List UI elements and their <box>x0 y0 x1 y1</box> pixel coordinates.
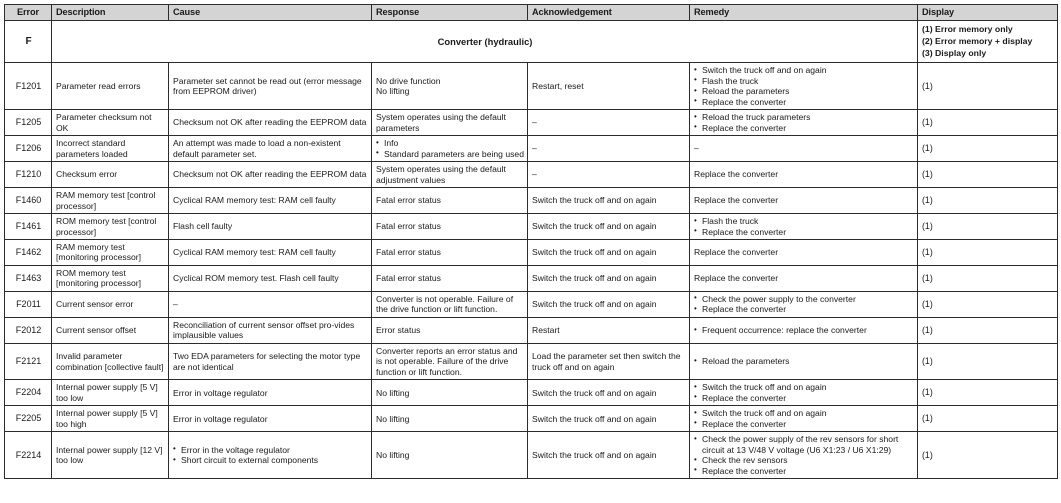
remedy-bullet-list <box>694 65 914 107</box>
remedy-bullet-item: • Frequent occurrence: replace the converter <box>694 325 914 335</box>
display-legend <box>918 21 1058 63</box>
remedy-cell <box>690 380 918 406</box>
remedy-cell <box>690 214 918 240</box>
description-cell <box>52 136 169 162</box>
cause-cell <box>169 240 372 266</box>
cause-cell <box>169 136 372 162</box>
cause-cell <box>169 265 372 291</box>
remedy-cell <box>690 162 918 188</box>
column-header-remedy: Remedy <box>690 5 918 21</box>
remedy-cell <box>690 317 918 343</box>
acknowledgement-line: Switch the truck off and on again <box>532 413 657 424</box>
response-cell <box>372 63 528 110</box>
cause-cell <box>169 343 372 379</box>
cause-line: Cyclical RAM memory test: RAM cell faulty <box>173 247 336 258</box>
response-cell <box>372 110 528 136</box>
remedy-line: Replace the converter <box>694 169 779 180</box>
acknowledgement-cell <box>528 317 690 343</box>
acknowledgement-line: Switch the truck off and on again <box>532 299 657 310</box>
description-cell <box>52 162 169 188</box>
display-cell: (1) <box>918 240 1058 266</box>
acknowledgement-cell <box>528 265 690 291</box>
description-cell <box>52 317 169 343</box>
cause-cell <box>169 63 372 110</box>
table-body <box>5 21 1058 479</box>
display-cell: (1) <box>918 380 1058 406</box>
remedy-bullet-list <box>694 216 914 237</box>
remedy-bullet-list <box>694 112 914 133</box>
response-line: Fatal error status <box>376 221 441 232</box>
table-row <box>5 240 1058 266</box>
acknowledgement-cell <box>528 136 690 162</box>
display-cell: (1) <box>918 188 1058 214</box>
response-cell <box>372 432 528 479</box>
display-cell: (1) <box>918 162 1058 188</box>
cause-line: Error in voltage regulator <box>173 387 268 398</box>
display-cell: (1) <box>918 63 1058 110</box>
acknowledgement-cell <box>528 291 690 317</box>
remedy-bullet-item: • Replace the converter <box>694 227 914 237</box>
response-line: No lifting <box>376 413 410 424</box>
column-header-display: Display <box>918 5 1058 21</box>
acknowledgement-cell <box>528 406 690 432</box>
display-cell: (1) <box>918 214 1058 240</box>
table-row <box>5 432 1058 479</box>
cause-cell <box>169 291 372 317</box>
response-bullet-item: • Info <box>376 138 524 148</box>
remedy-cell <box>690 110 918 136</box>
acknowledgement-cell <box>528 343 690 379</box>
response-line: Converter is not operable. Failure of the drive function or lift function. <box>376 293 514 315</box>
cause-line: Two EDA parameters for selecting the motor type are not identical <box>173 351 361 372</box>
response-bullet-list <box>376 138 524 159</box>
remedy-bullet-item: • Replace the converter <box>694 393 914 403</box>
description-line: Checksum error <box>56 169 118 180</box>
remedy-bullet-item: • Switch the truck off and on again <box>694 408 914 418</box>
acknowledgement-line: Switch the truck off and on again <box>532 449 657 460</box>
cause-cell <box>169 406 372 432</box>
description-line: Internal power supply [5 V] too high <box>56 408 158 429</box>
acknowledgement-cell <box>528 380 690 406</box>
response-cell <box>372 240 528 266</box>
table-row <box>5 343 1058 379</box>
cause-line: Checksum not OK after reading the EEPROM data <box>173 169 367 180</box>
remedy-cell <box>690 188 918 214</box>
remedy-line: Replace the converter <box>694 273 779 284</box>
display-cell: (1) <box>918 136 1058 162</box>
response-line: System operates using the default parameters <box>376 112 506 133</box>
acknowledgement-cell <box>528 110 690 136</box>
acknowledgement-cell <box>528 63 690 110</box>
remedy-bullet-item: • Replace the converter <box>694 97 914 107</box>
error-code-cell: F2011 <box>5 291 52 317</box>
remedy-bullet-item: • Switch the truck off and on again <box>694 65 914 75</box>
table-row <box>5 136 1058 162</box>
cause-bullet-list <box>173 445 368 466</box>
remedy-cell <box>690 240 918 266</box>
remedy-bullet-list <box>694 434 914 476</box>
cause-line: Cyclical RAM memory test: RAM cell faulty <box>173 195 336 206</box>
response-cell <box>372 406 528 432</box>
acknowledgement-cell <box>528 162 690 188</box>
response-line: No lifting <box>376 387 410 398</box>
remedy-bullet-list <box>694 356 914 366</box>
response-line: No drive function <box>376 75 441 86</box>
acknowledgement-line: Switch the truck off and on again <box>532 221 657 232</box>
description-cell <box>52 432 169 479</box>
description-cell <box>52 265 169 291</box>
display-cell: (1) <box>918 110 1058 136</box>
remedy-bullet-item: • Check the power supply of the rev sensors for short circuit at 13 V/48 V voltage (U6 X1:23 / U6 X1:29) <box>694 434 914 455</box>
column-header-error: Error <box>5 5 52 21</box>
error-code-cell: F1206 <box>5 136 52 162</box>
cause-cell <box>169 214 372 240</box>
table-row <box>5 188 1058 214</box>
cause-cell <box>169 380 372 406</box>
description-cell <box>52 343 169 379</box>
cause-line: Flash cell faulty <box>173 221 233 232</box>
remedy-bullet-item: • Reload the parameters <box>694 86 914 96</box>
header-row <box>5 5 1058 21</box>
acknowledgement-line: Restart <box>532 325 560 336</box>
cause-bullet-item: • Short circuit to external components <box>173 455 368 465</box>
description-line: Current sensor error <box>56 299 134 310</box>
response-cell <box>372 136 528 162</box>
description-line: ROM memory test [monitoring processor] <box>56 267 142 289</box>
acknowledgement-line: Switch the truck off and on again <box>532 387 657 398</box>
response-line: System operates using the default adjustment values <box>376 164 506 185</box>
error-code-cell: F1462 <box>5 240 52 266</box>
remedy-bullet-item: • Flash the truck <box>694 76 914 86</box>
description-cell <box>52 291 169 317</box>
table-row <box>5 265 1058 291</box>
response-bullet-item: • Standard parameters are being used <box>376 149 524 159</box>
cause-bullet-item: • Error in the voltage regulator <box>173 445 368 455</box>
table-row <box>5 63 1058 110</box>
response-line: Fatal error status <box>376 273 441 284</box>
remedy-bullet-item: • Replace the converter <box>694 304 914 314</box>
table-row <box>5 162 1058 188</box>
cause-cell <box>169 317 372 343</box>
response-cell <box>372 265 528 291</box>
description-line: Current sensor offset <box>56 325 137 336</box>
acknowledgement-cell <box>528 188 690 214</box>
cause-cell <box>169 162 372 188</box>
remedy-bullet-item: • Replace the converter <box>694 466 914 476</box>
response-cell <box>372 188 528 214</box>
remedy-cell <box>690 406 918 432</box>
remedy-line: Replace the converter <box>694 195 779 206</box>
response-cell <box>372 343 528 379</box>
error-code-cell: F1201 <box>5 63 52 110</box>
display-cell: (1) <box>918 432 1058 479</box>
remedy-line: – <box>694 143 699 154</box>
acknowledgement-cell <box>528 214 690 240</box>
remedy-cell <box>690 63 918 110</box>
response-line: Converter reports an error status and is not operable. Failure of the drive function or lift function. <box>376 345 518 377</box>
remedy-bullet-item: • Check the rev sensors <box>694 455 914 465</box>
remedy-cell <box>690 265 918 291</box>
error-code-cell: F2204 <box>5 380 52 406</box>
error-code-cell: F2121 <box>5 343 52 379</box>
error-code-cell: F1205 <box>5 110 52 136</box>
table-row <box>5 380 1058 406</box>
display-cell: (1) <box>918 317 1058 343</box>
remedy-cell <box>690 343 918 379</box>
response-cell <box>372 317 528 343</box>
description-cell <box>52 110 169 136</box>
display-cell: (1) <box>918 343 1058 379</box>
remedy-bullet-list <box>694 408 914 429</box>
display-legend-line: (3) Display only <box>922 47 987 58</box>
column-header-description: Description <box>52 5 169 21</box>
acknowledgement-line: – <box>532 143 537 154</box>
description-line: Invalid parameter combination [collective fault] <box>56 351 164 372</box>
column-header-cause: Cause <box>169 5 372 21</box>
remedy-cell <box>690 432 918 479</box>
description-cell <box>52 214 169 240</box>
description-line: Internal power supply [12 V] too low <box>56 444 163 466</box>
error-code-cell: F1210 <box>5 162 52 188</box>
group-title: Converter (hydraulic) <box>52 21 918 63</box>
remedy-line: Replace the converter <box>694 247 779 258</box>
remedy-cell <box>690 291 918 317</box>
acknowledgement-line: Restart, reset <box>532 80 584 91</box>
group-header-row <box>5 21 1058 63</box>
cause-line: An attempt was made to load a non-existent default parameter set. <box>173 138 341 159</box>
description-cell <box>52 63 169 110</box>
remedy-bullet-item: • Switch the truck off and on again <box>694 382 914 392</box>
cause-cell <box>169 110 372 136</box>
response-line: Fatal error status <box>376 247 441 258</box>
remedy-bullet-item: • Reload the parameters <box>694 356 914 366</box>
remedy-bullet-item: • Replace the converter <box>694 419 914 429</box>
display-cell: (1) <box>918 291 1058 317</box>
error-code-cell: F2205 <box>5 406 52 432</box>
table-row <box>5 291 1058 317</box>
display-legend-line: (2) Error memory + display <box>922 35 1033 46</box>
group-code: F <box>5 21 52 63</box>
remedy-bullet-list <box>694 382 914 403</box>
error-code-cell: F2214 <box>5 432 52 479</box>
acknowledgement-line: Load the parameter set then switch the truck off and on again <box>532 351 681 372</box>
error-code-cell: F1461 <box>5 214 52 240</box>
description-line: Internal power supply [5 V] too low <box>56 382 158 403</box>
column-header-acknowledgement: Acknowledgement <box>528 5 690 21</box>
acknowledgement-line: – <box>532 117 537 128</box>
remedy-bullet-item: • Reload the truck parameters <box>694 112 914 122</box>
cause-line: – <box>173 299 178 310</box>
remedy-bullet-list <box>694 294 914 315</box>
table-row <box>5 406 1058 432</box>
description-line: Parameter checksum not OK <box>56 112 152 133</box>
table-row <box>5 110 1058 136</box>
acknowledgement-cell <box>528 240 690 266</box>
cause-line: Error in voltage regulator <box>173 413 268 424</box>
display-cell: (1) <box>918 265 1058 291</box>
acknowledgement-line: Switch the truck off and on again <box>532 273 657 284</box>
display-cell: (1) <box>918 406 1058 432</box>
display-legend-line: (1) Error memory only <box>922 24 1013 35</box>
acknowledgement-line: Switch the truck off and on again <box>532 247 657 258</box>
remedy-bullet-item: • Check the power supply to the converter <box>694 294 914 304</box>
response-line: Error status <box>376 325 421 336</box>
description-line: Incorrect standard parameters loaded <box>56 138 128 159</box>
error-code-table <box>4 4 1058 479</box>
column-header-response: Response <box>372 5 528 21</box>
description-cell <box>52 406 169 432</box>
response-cell <box>372 380 528 406</box>
response-line: Fatal error status <box>376 195 441 206</box>
error-code-cell: F2012 <box>5 317 52 343</box>
remedy-bullet-item: • Replace the converter <box>694 123 914 133</box>
description-line: ROM memory test [control processor] <box>56 216 157 237</box>
table-row <box>5 214 1058 240</box>
cause-cell <box>169 432 372 479</box>
cause-line: Cyclical ROM memory test. Flash cell faulty <box>173 273 339 284</box>
response-cell <box>372 214 528 240</box>
description-cell <box>52 188 169 214</box>
cause-cell <box>169 188 372 214</box>
remedy-cell <box>690 136 918 162</box>
error-code-cell: F1463 <box>5 265 52 291</box>
description-line: Parameter read errors <box>56 80 141 91</box>
remedy-bullet-item: • Flash the truck <box>694 216 914 226</box>
response-line: No lifting <box>376 449 410 460</box>
description-line: RAM memory test [monitoring processor] <box>56 242 142 263</box>
cause-line: Checksum not OK after reading the EEPROM data <box>173 117 367 128</box>
response-cell <box>372 162 528 188</box>
description-line: RAM memory test [control processor] <box>56 190 156 211</box>
acknowledgement-cell <box>528 432 690 479</box>
acknowledgement-line: – <box>532 169 537 180</box>
cause-line: Parameter set cannot be read out (error message from EEPROM driver) <box>173 75 362 97</box>
table-header <box>5 5 1058 21</box>
cause-line: Reconciliation of current sensor offset pro-vides implausible values <box>173 319 355 341</box>
description-cell <box>52 240 169 266</box>
response-line: No lifting <box>376 86 410 97</box>
acknowledgement-line: Switch the truck off and on again <box>532 195 657 206</box>
response-cell <box>372 291 528 317</box>
remedy-bullet-list <box>694 325 914 335</box>
description-cell <box>52 380 169 406</box>
error-code-cell: F1460 <box>5 188 52 214</box>
table-row <box>5 317 1058 343</box>
